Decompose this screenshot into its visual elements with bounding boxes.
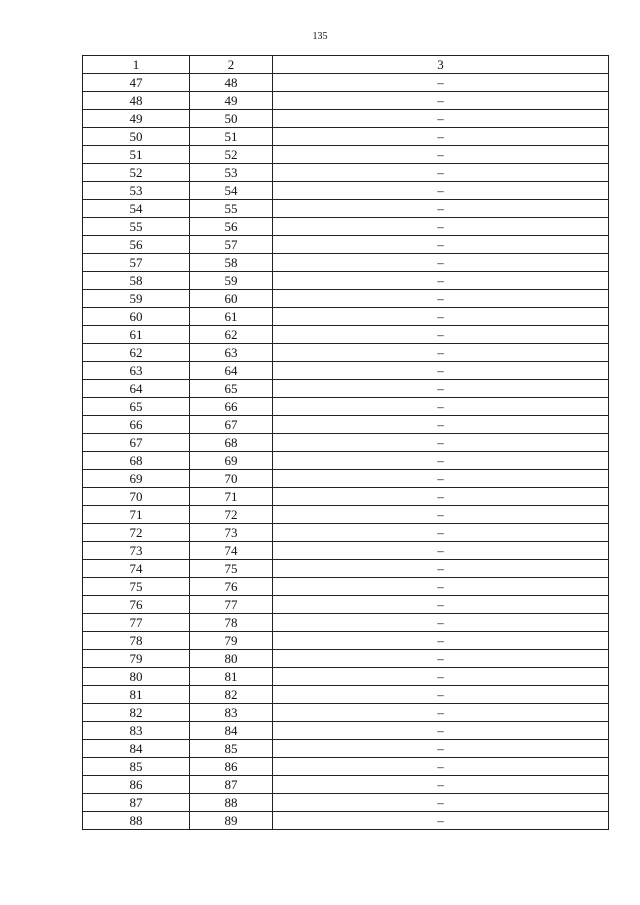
table-cell-col-3: – [273, 578, 609, 596]
table-cell-col-1: 72 [83, 524, 190, 542]
table-cell-col-3: – [273, 74, 609, 92]
table-body [83, 74, 609, 830]
table-cell-col-3: – [273, 416, 609, 434]
table-row [83, 632, 609, 650]
table-cell-col-2: 84 [190, 722, 273, 740]
table-cell-col-3: – [273, 722, 609, 740]
table-cell-col-1: 76 [83, 596, 190, 614]
table-cell-col-3: – [273, 182, 609, 200]
table-cell-col-3: – [273, 524, 609, 542]
table-cell-col-2: 60 [190, 290, 273, 308]
table-cell-col-3: – [273, 92, 609, 110]
table-row [83, 488, 609, 506]
table-cell-col-1: 56 [83, 236, 190, 254]
table-row [83, 362, 609, 380]
table-cell-col-1: 83 [83, 722, 190, 740]
table-row [83, 326, 609, 344]
table-cell-col-3: – [273, 164, 609, 182]
table-cell-col-2: 78 [190, 614, 273, 632]
table-cell-col-1: 78 [83, 632, 190, 650]
column-header-2: 2 [190, 56, 273, 74]
table-cell-col-3: – [273, 344, 609, 362]
table-row [83, 794, 609, 812]
table-cell-col-2: 66 [190, 398, 273, 416]
table-row [83, 686, 609, 704]
table-cell-col-1: 79 [83, 650, 190, 668]
data-table [82, 55, 609, 830]
table-row [83, 146, 609, 164]
table-row [83, 506, 609, 524]
table-row [83, 560, 609, 578]
table-row [83, 128, 609, 146]
table-cell-col-2: 75 [190, 560, 273, 578]
table-cell-col-2: 69 [190, 452, 273, 470]
table-cell-col-2: 64 [190, 362, 273, 380]
table-row [83, 542, 609, 560]
table-row [83, 578, 609, 596]
table-cell-col-3: – [273, 758, 609, 776]
table-cell-col-2: 49 [190, 92, 273, 110]
table-cell-col-2: 56 [190, 218, 273, 236]
table-row [83, 308, 609, 326]
table-cell-col-2: 62 [190, 326, 273, 344]
table-cell-col-2: 82 [190, 686, 273, 704]
table-cell-col-2: 73 [190, 524, 273, 542]
table-cell-col-2: 67 [190, 416, 273, 434]
table-cell-col-1: 80 [83, 668, 190, 686]
table-cell-col-3: – [273, 812, 609, 830]
table-cell-col-1: 68 [83, 452, 190, 470]
table-cell-col-3: – [273, 488, 609, 506]
table-cell-col-1: 57 [83, 254, 190, 272]
table-cell-col-3: – [273, 110, 609, 128]
table-cell-col-2: 80 [190, 650, 273, 668]
table-cell-col-1: 61 [83, 326, 190, 344]
table-cell-col-1: 50 [83, 128, 190, 146]
table-cell-col-2: 72 [190, 506, 273, 524]
table-cell-col-1: 69 [83, 470, 190, 488]
table-cell-col-3: – [273, 650, 609, 668]
table-cell-col-1: 62 [83, 344, 190, 362]
table-cell-col-1: 81 [83, 686, 190, 704]
table-cell-col-1: 64 [83, 380, 190, 398]
table-row [83, 470, 609, 488]
table-cell-col-2: 52 [190, 146, 273, 164]
table-cell-col-2: 61 [190, 308, 273, 326]
table-cell-col-1: 85 [83, 758, 190, 776]
table-cell-col-3: – [273, 128, 609, 146]
table-cell-col-2: 85 [190, 740, 273, 758]
table-row [83, 254, 609, 272]
table-cell-col-2: 65 [190, 380, 273, 398]
table-cell-col-3: – [273, 470, 609, 488]
table-cell-col-1: 88 [83, 812, 190, 830]
table-cell-col-1: 51 [83, 146, 190, 164]
table-row [83, 812, 609, 830]
table-cell-col-1: 73 [83, 542, 190, 560]
table-cell-col-3: – [273, 272, 609, 290]
table-cell-col-1: 59 [83, 290, 190, 308]
table-row [83, 110, 609, 128]
table-cell-col-1: 75 [83, 578, 190, 596]
table-cell-col-1: 74 [83, 560, 190, 578]
table-header-row [83, 56, 609, 74]
table-cell-col-2: 68 [190, 434, 273, 452]
table-row [83, 398, 609, 416]
table-row [83, 452, 609, 470]
table-cell-col-2: 54 [190, 182, 273, 200]
table-cell-col-2: 86 [190, 758, 273, 776]
table-cell-col-1: 70 [83, 488, 190, 506]
table-cell-col-3: – [273, 452, 609, 470]
table-row [83, 668, 609, 686]
table-cell-col-1: 86 [83, 776, 190, 794]
table-cell-col-3: – [273, 506, 609, 524]
table-row [83, 344, 609, 362]
table-cell-col-2: 87 [190, 776, 273, 794]
table-cell-col-2: 57 [190, 236, 273, 254]
table-row [83, 236, 609, 254]
table-cell-col-2: 89 [190, 812, 273, 830]
table-row [83, 272, 609, 290]
table-row [83, 182, 609, 200]
page-number: 135 [312, 31, 328, 42]
table-row [83, 776, 609, 794]
table-cell-col-1: 49 [83, 110, 190, 128]
table-row [83, 92, 609, 110]
table-cell-col-2: 88 [190, 794, 273, 812]
table-cell-col-1: 63 [83, 362, 190, 380]
table-row [83, 200, 609, 218]
table-row [83, 740, 609, 758]
table-row [83, 758, 609, 776]
table-cell-col-3: – [273, 668, 609, 686]
table-cell-col-1: 66 [83, 416, 190, 434]
table-cell-col-3: – [273, 740, 609, 758]
table-cell-col-1: 67 [83, 434, 190, 452]
table-cell-col-3: – [273, 794, 609, 812]
table-row [83, 650, 609, 668]
table-row [83, 434, 609, 452]
table-cell-col-1: 84 [83, 740, 190, 758]
table-cell-col-2: 77 [190, 596, 273, 614]
table-row [83, 596, 609, 614]
table-cell-col-3: – [273, 236, 609, 254]
table-cell-col-1: 58 [83, 272, 190, 290]
table-cell-col-2: 55 [190, 200, 273, 218]
table-row [83, 218, 609, 236]
table-cell-col-3: – [273, 362, 609, 380]
table-row [83, 164, 609, 182]
table-cell-col-1: 54 [83, 200, 190, 218]
table-cell-col-3: – [273, 686, 609, 704]
table-cell-col-2: 70 [190, 470, 273, 488]
table-row [83, 380, 609, 398]
table-cell-col-1: 77 [83, 614, 190, 632]
table-row [83, 704, 609, 722]
table-cell-col-3: – [273, 542, 609, 560]
table-cell-col-3: – [273, 308, 609, 326]
table-cell-col-3: – [273, 614, 609, 632]
table-row [83, 290, 609, 308]
table-cell-col-1: 87 [83, 794, 190, 812]
table-cell-col-3: – [273, 704, 609, 722]
table-cell-col-3: – [273, 290, 609, 308]
table-cell-col-2: 76 [190, 578, 273, 596]
column-header-1: 1 [83, 56, 190, 74]
table-cell-col-2: 74 [190, 542, 273, 560]
table-cell-col-2: 59 [190, 272, 273, 290]
table-cell-col-1: 55 [83, 218, 190, 236]
table-row [83, 74, 609, 92]
table-cell-col-3: – [273, 254, 609, 272]
table-cell-col-1: 60 [83, 308, 190, 326]
table-cell-col-1: 82 [83, 704, 190, 722]
table-cell-col-2: 53 [190, 164, 273, 182]
table-cell-col-2: 81 [190, 668, 273, 686]
table-cell-col-3: – [273, 632, 609, 650]
table-row [83, 416, 609, 434]
table-cell-col-3: – [273, 776, 609, 794]
table-cell-col-2: 58 [190, 254, 273, 272]
table-cell-col-2: 48 [190, 74, 273, 92]
table-row [83, 614, 609, 632]
table-cell-col-1: 52 [83, 164, 190, 182]
table-cell-col-3: – [273, 218, 609, 236]
table-cell-col-3: – [273, 398, 609, 416]
table-cell-col-2: 63 [190, 344, 273, 362]
table-cell-col-3: – [273, 326, 609, 344]
table-cell-col-3: – [273, 380, 609, 398]
table-cell-col-2: 83 [190, 704, 273, 722]
table-cell-col-3: – [273, 560, 609, 578]
table-cell-col-2: 79 [190, 632, 273, 650]
table-row [83, 722, 609, 740]
table-cell-col-1: 65 [83, 398, 190, 416]
table-cell-col-3: – [273, 146, 609, 164]
table-cell-col-1: 53 [83, 182, 190, 200]
table-cell-col-3: – [273, 596, 609, 614]
table-cell-col-2: 71 [190, 488, 273, 506]
column-header-3: 3 [273, 56, 609, 74]
table-cell-col-3: – [273, 434, 609, 452]
table-cell-col-2: 50 [190, 110, 273, 128]
table-cell-col-1: 48 [83, 92, 190, 110]
table-cell-col-3: – [273, 200, 609, 218]
table-cell-col-1: 47 [83, 74, 190, 92]
table-cell-col-1: 71 [83, 506, 190, 524]
table-row [83, 524, 609, 542]
table-cell-col-2: 51 [190, 128, 273, 146]
